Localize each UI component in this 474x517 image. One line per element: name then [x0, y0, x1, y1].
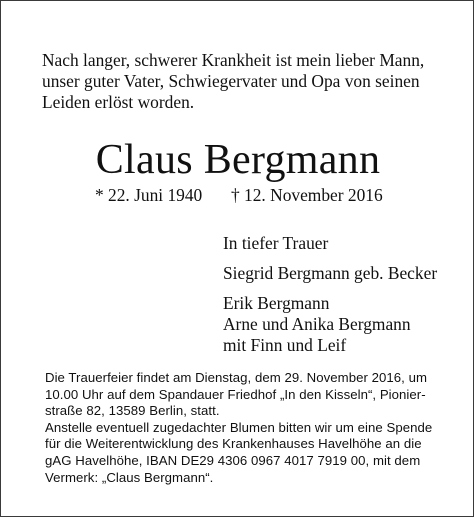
footer-line: Anstelle eventuell zugedachter Blumen bitten wir um eine Spende: [45, 419, 433, 435]
intro-text: [42, 50, 462, 113]
intro-line: Leiden erlöst worden.: [42, 92, 195, 112]
deceased-name: Claus Bergmann: [95, 137, 381, 183]
mourner-line: mit Finn und Leif: [223, 335, 347, 355]
footer-line: 10.00 Uhr auf dem Spandauer Friedhof „In den Kisseln“, Pionier-: [45, 386, 426, 402]
footer-line: Die Trauerfeier findet am Dienstag, dem 29. November 2016, um: [45, 370, 428, 385]
death-date: † 12. November 2016: [231, 185, 383, 205]
mourner-line: Arne und Anika Bergmann: [223, 314, 411, 334]
footer-line: Vermerk: „Claus Bergmann“.: [45, 469, 214, 485]
footer-line: gAG Havelhöhe, IBAN DE29 4306 0967 4017 7919 00, mit dem: [45, 452, 421, 468]
footer-line: straße 82, 13589 Berlin, statt.: [45, 403, 220, 419]
mourning-label: In tiefer Trauer: [223, 233, 329, 253]
intro-line: Nach langer, schwerer Krankheit ist mein lieber Mann,: [42, 50, 425, 70]
mourner-line: Erik Bergmann: [223, 293, 330, 313]
intro-line: unser guter Vater, Schwiegervater und Opa von seinen: [42, 71, 420, 91]
mourner-line: Siegrid Bergmann geb. Becker: [223, 263, 438, 283]
birth-date: * 22. Juni 1940: [95, 185, 203, 205]
funeral-info: [45, 370, 465, 486]
footer-line: für die Weiterentwicklung des Krankenhauses Havelhöhe an die: [45, 436, 422, 452]
